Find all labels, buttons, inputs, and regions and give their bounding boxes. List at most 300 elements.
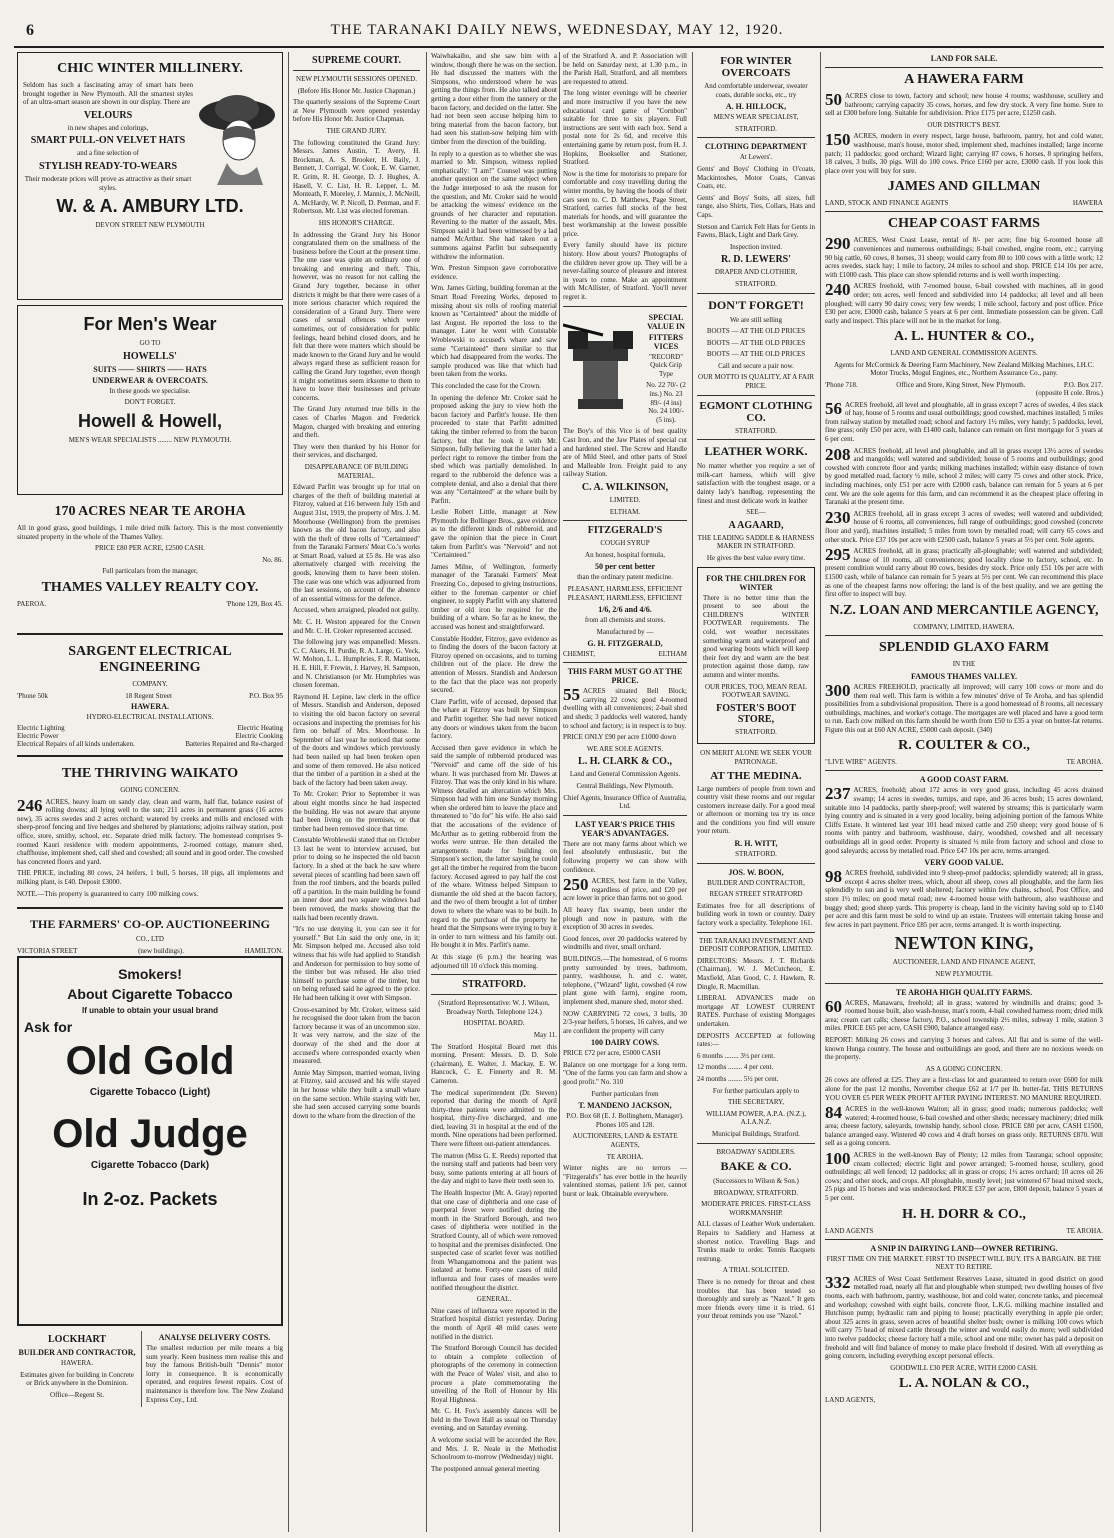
advert-note: NOTE.—This property is guaranteed to carry 100 milking cows. — [17, 889, 199, 898]
divider — [563, 662, 687, 663]
waikato-advert — [17, 762, 283, 902]
advert-firm: L. H. CLARK & CO., — [578, 756, 672, 768]
advert-line: DRAPER AND CLOTHIER, — [714, 268, 798, 277]
article-paragraph: Mr. C. H. Fox's assembly dances will be held in the Town Hall as usual on Thursday evening, and on Saturday evening. — [431, 1407, 557, 1433]
advert-heading: A HAWERA FARM — [904, 72, 1024, 87]
article-paragraph: The Health Inspector (Mr. A. Gray) reported that one case of diphtheria and one case of puerperal fever were notified during the month in the Stratford Borough, and two cases of diphtheria were notified in the Stratford County, all of which were removed to hospital and the premises disinfected. One suspected case of scarlet fever was notified from Whangamomona and the patient was isolated at home. Forty-one cases of mild influenza and four cases of measles were notified throughout the district. — [431, 1189, 557, 1292]
advert-paragraph: Stetson and Carrick Felt Hats for Gents in Fawns, Black, Light and Dark Grey. — [697, 222, 815, 240]
advert-heading: CHIC WINTER MILLINERY. — [57, 61, 243, 76]
aroha-advert — [17, 500, 283, 628]
acreage-number: 98 — [825, 867, 842, 887]
divider — [431, 974, 557, 975]
advert-town: NEW PLYMOUTH. — [935, 969, 993, 978]
advert-heading: Smokers! — [118, 966, 182, 982]
service-item: Electric Cooking — [235, 732, 283, 741]
divider — [17, 907, 283, 909]
advert-paragraph: 26 cows are offered at £25. They are a first-class lot and guaranteed to return over £600 for milk alone for the past 12 months, November cheque £62 at 1/7 per lb. butter-fat. THIS RETURNS YOU OVER £5 PER WEEK PROFIT AFTER PAYING INTEREST. NO MANURE REQUIRED. — [825, 1076, 1103, 1102]
divider — [825, 1239, 1103, 1240]
advert-line: LAND AGENTS — [825, 1226, 874, 1235]
advert-body: ACRES, best farm in the Valley, regardless of price, and £20 per acre lower in price than farms not so good. — [563, 877, 687, 903]
advert-paragraph: Winter nights are no terrors — "Fitzgerald's" has ever bottle in the heavily valentined stomas, patient 1/6 per, cannot burst or leak. Obtainable everywhere. — [563, 1164, 687, 1198]
article-heading: SUPREME COURT. — [312, 55, 401, 66]
article-paragraph: The matron (Miss G. E. Reeds) reported that the nursing staff and patients had been very busy, some patients entering at all hours of the day and night to have their teeth seen to. — [431, 1151, 557, 1186]
advert-town: STRATFORD. — [735, 850, 777, 859]
advert-price: 1/6, 2/6 and 4/6. — [598, 605, 652, 615]
acreage-number: 55 — [563, 685, 580, 705]
advert-line: MEN'S WEAR SPECIALIST, — [713, 113, 799, 122]
divider — [825, 67, 1103, 68]
brand-name: Old Judge — [52, 1112, 248, 1156]
advert-line: Land and General Commission Agents. — [569, 770, 681, 779]
article-line: (Before His Honor Mr. Justice Chapman.) — [297, 86, 416, 95]
hawera-farm-advert — [825, 72, 1103, 207]
article-subheading: NEW PLYMOUTH SESSIONS OPENED. — [296, 75, 417, 83]
newspaper-title: THE TARANAKI DAILY NEWS, WEDNESDAY, MAY 12, 1920. — [330, 22, 784, 38]
article-paragraph: James Milne, of Wellington, formerly manager of the Taranaki Farmers' Meat Freezing Co., deposed to giving instructions, either to the foreman carpenter or chief engineer, to supply Parfitt with any shattered timber or old iron he required for the building of a whare. So far as he knew, the accused was honest and straightforward. — [431, 562, 557, 631]
article-paragraph: Raymond H. Lepine, law clerk in the office of Messrs. Standish and Anderson, deposed to visiting the old bacon factory on several occasions and inspecting the premises for his firm on behalf of Mrs. Moorhouse. In September of last year he noticed that some of the doors and windows which previously had been nailed up had been broken open and some of them removed. He also noticed that the timber of a partition in a shed at the back of the factory had been taken away. — [293, 692, 420, 787]
advert-line: COMPANY. — [132, 680, 168, 688]
divider — [697, 395, 815, 396]
advert-paragraph: NOW CARRYING 72 cows, 3 bulls, 30 2/3-year heifers, 5 horses, 16 calves, and we are confident the property will carry — [563, 1009, 687, 1035]
article-paragraph: of the Stratford A. and P. Association will be held on Saturday next, at 1.30 p.m., in the Parish Hall, Stratford, and all members are requested to attend. — [563, 52, 687, 86]
advert-line: THE LEADING SADDLE & HARNESS MAKER IN STRATFORD. — [697, 533, 815, 551]
advert-price: PRICE ONLY £90 per acre £1000 down — [563, 733, 676, 742]
advert-box: P.O. Box 217. — [1063, 381, 1103, 390]
advert-line: DON'T FORGET. — [124, 398, 176, 407]
article-paragraph: The quarterly sessions of the Supreme Court at New Plymouth were opened yesterday before His Honor Mr. Justice Chapman. — [293, 98, 420, 124]
advert-line: BOOTS — AT THE OLD PRICES — [706, 327, 806, 336]
vice-illustration — [563, 311, 643, 421]
advert-price: THE PRICE, including 80 cows, 24 heifers, 1 bull, 5 horses, 18 pigs, all implements and milking plant, is £40. Deposit £3000. — [17, 869, 283, 886]
advert-firm: T. MANDENO JACKSON, — [578, 1101, 672, 1111]
boots-advert — [697, 298, 815, 391]
advert-subheading: OUR DISTRICT'S BEST. — [927, 120, 1001, 129]
advert-line: He gives the best value every time. — [706, 554, 806, 562]
advert-line: Call and secure a pair now. — [718, 361, 794, 370]
divider — [697, 137, 815, 138]
divider — [825, 211, 1103, 212]
article-paragraph: To Mr. Croker: Prior to September it was about eight months since he had inspected the building. He was not aware that anyone had been living on the premises, or that timber had been removed since that time. — [293, 790, 420, 833]
advert-intro: There are not many farms about which we feel absolutely enthusiastic, but the following property we can show with confidence. — [563, 839, 687, 874]
article-subheading: HIS HONOR'S CHARGE. — [318, 218, 395, 227]
advert-heading: TE AROHA HIGH QUALITY FARMS. — [895, 987, 1033, 997]
advert-price: PRICE £80 PER ACRE, £2500 CASH. — [95, 544, 205, 553]
advert-line: COMPANY, LIMITED, HAWERA. — [913, 622, 1015, 631]
advert-body: ACRES freehold, subdivided into 9 sheep-proof paddocks; splendidly watered; all in grass, except 4 acres shelter trees, which, about all sheep, cows all ploughable, and the farm lies splendidly to sun and is very well sheltered; factory within few chains, school, Post Office, and store 1½ miles; on good metal road; new 4-roomed house with bathroom, also washhouse and buggy shed; good sheep yards. This property is cheap, land in the vicinity having sold up to £140 per acre and this farm must be sold to wind up an estate. Trustees will entertain taking house and few acres in part payment. Price £85 per acre, terms arranged. It is worth inspecting. — [825, 869, 1103, 929]
advert-town: STRATFORD. — [735, 124, 777, 133]
acreage-number: 230 — [825, 507, 851, 527]
advert-body: ACRES, freehold; about 172 acres in very good grass, including 45 acres drained swamp; 14 acres in swedes, turnips, and rape, and 36 acres bush; 15 acres downland, suitable into 14 paddocks, partly sheep-proof; well watered by streams; this is particularly warm lying country and is situated in a very good locality, being adjoining portion of the famous White Cliffs Estate. It wintered last year 101 head mixed cattle and 250 sheep; very good house of 6 rooms with pantry and bathroom, washhouse, dairy, woodshed, cowshed and all necessary outbuildings all in good order. Property is situated ½ mile from factory and school and close to good saleyards; access by metalled road. Price £47 10s per acre, terms arranged. — [825, 786, 1103, 855]
advert-body: ACRES situated Bell Block; carrying 22 cows; good 4-roomed dwelling with all conveniences; 2-bail shed and sheds; 3 paddocks well watered, handy to school and factory; is in respect is to buy. — [563, 687, 687, 730]
advert-sizes: No. 22 70/- (2 ins.) No. 23 89/- (4 ins) No. 24 100/- (5 ins). — [646, 381, 686, 424]
advert-line: CO., LTD — [136, 935, 164, 943]
advert-firm: JAMES AND GILLMAN — [887, 179, 1041, 195]
advert-paragraph: DIRECTORS: Messrs. J. T. Richards (Chairman), W. J. McCutcheon, E. Maxfield, Alan Good, C. J. Hawken, R. Dingle, R. Macmillan. — [697, 956, 815, 991]
advert-town: TE AROHA. — [1066, 1226, 1103, 1235]
article-paragraph: The Stratford Hospital Board met this morning. Present: Messrs. D. D. Sole (chairman), E. Walter, J. Mackay, E. W. Hancock, C. E. Finnerty and R. M. Cameron. — [431, 1042, 557, 1085]
acreage-number: 50 — [825, 90, 842, 109]
article-paragraph: Mr. C. H. Weston appeared for the Crown and Mr. C. H. Croker represented accused. — [293, 618, 420, 635]
advert-paragraph: Good fences, over 20 paddocks watered by windmills and river, small orchard. — [563, 934, 687, 952]
advert-body: ACRES, Manawaru, freehold; all in grass; watered by windmills and drains; good 3-roomed house built, also wash-house, man's room, 4-bail cowshed harness room; dried milk area; cream cart calls; cheese factory, P.O., school township 2½ miles, subway 1 mile, station 3 miles. PRICE £65 per acre, CASH £900, balance arranged easy. — [825, 998, 1103, 1033]
advert-town: PAEROA. — [17, 599, 47, 608]
advert-paragraph: All heavy flax swamp, been under the plough and now in pasture, with the exception of 30 acres in swedes. — [563, 905, 687, 932]
acreage-number: 237 — [825, 784, 851, 804]
article-paragraph: Annie May Simpson, married woman, living at Fitzroy, said accused and his wife stayed in her house while they built a small whare on the same section. While staying with her, she had seen accused carrying some boards down to the whare from the direction of the — [293, 1068, 420, 1120]
advert-line: in new shapes and colorings, — [67, 123, 149, 132]
advert-number: (340) — [977, 725, 993, 734]
advert-heading: A SNIP IN DAIRYING LAND—OWNER RETIRING. — [870, 1243, 1058, 1253]
rate-row: 6 months ........ 3½ per cent. — [697, 1051, 775, 1060]
service-item: Electric Power — [17, 732, 59, 741]
news-subcolumn — [431, 52, 557, 1532]
article-paragraph: The Stratford Borough Council has decided to obtain a complete collection of photographs of the ceremony in connection with the Peace of Wales' visit, and also to procure a plate commemorating the unveiling of the Roll of Honour by His Royal Highness. — [431, 1344, 557, 1404]
advert-body: ACRES close to town, factory and school; new house 4 rooms; washhouse, scullery and bathroom; carrying capacity 35 cows, horses, and few dry stock. A very fine home. Sure to sell at £300 before long. Suitable for subdivision. Price £175 per acre, £1250 cash. — [825, 92, 1103, 118]
fitzgerald-advert — [563, 525, 687, 658]
article-paragraph: They were then thanked by his Honor for their services, and discharged. — [293, 442, 420, 460]
advert-line: In 2-oz. Packets — [82, 1189, 218, 1209]
article-paragraph: Accused then gave evidence in which he said the sample of rubberoid produced was "Nervoid" and came off the side of his whare. It was purchased from Mr. Dawes at Fitzroy. That was the only kind in his whare. Witness detailed an altercation which Mrs. Simpson had with him one Sunday morning when she ordered him to leave the place and threatened to "do for" his wife. He also said that the accusations of the evidence of McArthur as to getting rubberoid from the works were untrue. He then detailed the arrangements made for building on Simpson's section, the latter saying he could get all the timber he required from the bacon factory. Accused agreed to pay half the cost of the whare. Witness helped Simpson to dismantle the old shed at the bacon factory, and the two of them brought a lot of timber down to where the whare was to be built. In regard to the purchase of the property he heard that the Simpsons were trying to buy it in order to turn witness and his family out. He bought it in Mrs. Parfitt's name. — [431, 743, 557, 950]
advert-line: 100 DAIRY COWS. — [590, 1038, 660, 1048]
advert-body: ACRES freehold, all in grass except 3 acres of swedes; well watered and subdivided; house of 6 rooms, all conveniences, full range of outbuildings; good cowshed (concrete floor and yard), machines installed; 5 miles from town by metalled road; will carry 65 cows and other stock. Price £37 10s per acre with £2500 cash, balance 5 years at 5½ per cent. Sole agents. — [825, 509, 1103, 544]
egmont-advert — [697, 400, 815, 436]
advert-line: from all chemists and stores. — [584, 616, 666, 625]
advert-line: In these goods we specialise. — [109, 386, 191, 395]
advert-line: WILLIAM POWER, A.P.A. (N.Z.), A.I.A.N.Z. — [706, 1109, 806, 1127]
advert-town: HAWERA. — [130, 701, 169, 711]
advert-body: And comfortable underwear, sweater coats, durable socks, etc., try — [704, 82, 808, 99]
advert-line: STYLISH READY-TO-WEARS — [38, 160, 178, 172]
advert-phone: 'Phone 129, Box 45. — [226, 599, 283, 608]
service-item: Batteries Repaired and Re-charged — [185, 740, 283, 749]
article-line: (Stratford Representative: W. J. Wilson, Broadway North. Telephone 124.) — [438, 999, 550, 1016]
advert-heading: EGMONT CLOTHING CO. — [699, 399, 813, 424]
advert-line: HYDRO-ELECTRICAL INSTALLATIONS. — [86, 712, 214, 721]
advert-body: No matter whether you require a set of milk-cart harness, which will give satisfaction with the toughest usage, or a dainty lady's handbag, representing the finest and most delicate work in leather — [697, 462, 815, 505]
divider — [431, 994, 557, 995]
article-paragraph: Constable Hodder, Fitzroy, gave evidence as to finding the doors of the bacon factory at Fitzroy opened on occasions, and to turning children out of the place. He drew the attention of Messrs. Standish and Anderson to the fact that the place was not properly secured. — [431, 634, 557, 695]
advert-line: "LIVE WIRE" AGENTS. — [825, 758, 897, 767]
advert-line: BUILDER AND CONTRACTOR, — [707, 878, 805, 887]
advert-line: OUR MOTTO IS QUALITY, AT A FAIR PRICE. — [698, 373, 814, 391]
advert-body: ACRES freehold, all in grass; practically all-ploughable; well watered and subdivided; house of 10 rooms, all conveniences; good locality close to factory, school, etc. In present condition would carry about 80 cows, besides dry stock. Price only £51 10s per acre with £1500 cash, while of balance can remain for 5 years at 5½ per cent. We can recommend this place as one of the cheapest farms now offering; the land is of the best quality, and we are getting the first offer to inspect will buy. — [825, 547, 1103, 599]
divider — [697, 293, 815, 294]
advert-town: ELTHAM. — [609, 507, 641, 516]
advert-heading: N.Z. LOAN AND MERCANTILE AGENCY, — [829, 602, 1099, 618]
advert-firm: W. & A. AMBURY LTD. — [56, 196, 244, 217]
advert-line: GO TO — [139, 339, 161, 347]
article-subheading: DISAPPEARANCE OF BUILDING MATERIAL. — [304, 462, 409, 480]
advert-body: ACRES in the well-known Waiton; all in grass; good roads; numerous paddocks; well watered; 4-roomed house, 6-bail cowshed and other sheds; necessary machinery; dried milk area; cheese factory, saleyards, township handy, school close. PRICE £80 per acre, CASH £1500, balance arranged easy. Wintered 40 cows and 4 draft horses on grass only. RETURNS £870. Will sell as a going concern. — [825, 1105, 1103, 1148]
advert-town: HAWERA. — [61, 1359, 93, 1367]
advert-address: DEVON STREET NEW PLYMOUTH — [95, 221, 205, 230]
rate-row: 24 months ........ 5½ per cent. — [697, 1074, 779, 1083]
advert-line: SUITS —— SHIRTS —— HATS — [93, 364, 207, 374]
article-paragraph: The long winter evenings will be cheerier and more instructive if you have the new educational card game of "Cornbon" suitable for three to six players. Full instructions are sent with each box. Send a postal note for 2s 6d, and receive this entertaining game by return post, from H. J. Hopkins, Bookseller and Stationer, Stratford. — [563, 89, 687, 167]
advert-line: (Successors to Wilson & Son.) — [713, 1177, 799, 1186]
advert-body: ACRES freehold, with 7-roomed house, 6-bail cowshed with machines, all in good order; ten acres, well fenced and subdivided into 14 paddocks; all level and all been ploughed; will carry 90 dairy cows; very few weeds; 1 mile school, factory and post office. Price £30 per acre, £3000 cash, balance 5 years at 6 per cent. Immediate possession can be given. Call early and inspect. This place will not be in the market for long. — [825, 282, 1103, 325]
column-divider — [288, 52, 289, 1532]
good-coast-advert — [825, 775, 1103, 978]
divider — [697, 932, 815, 933]
advert-paragraph: DEPOSITS ACCEPTED at following rates:— — [697, 1031, 815, 1049]
section-heading: STRATFORD. — [462, 979, 526, 991]
advert-heading: A GOOD COAST FARM. — [919, 775, 1009, 785]
advert-line: SEE— — [746, 508, 766, 517]
advert-subheading: GOING CONCERN. — [120, 786, 180, 794]
snip-advert — [825, 1244, 1103, 1405]
masthead — [0, 0, 1114, 46]
boon-advert — [697, 868, 815, 928]
advert-firm: LOCKHART — [48, 1334, 106, 1345]
advert-line: About Cigarette Tobacco — [67, 986, 233, 1002]
advert-office: Office—Regent St. — [50, 1390, 104, 1399]
article-paragraph: A welcome social will be accorded the Rev. and Mrs. J. R. Neale in the Methodist Schoolroom to-morrow (Wednesday) night. — [431, 1436, 557, 1462]
advert-line: At Lewers'. — [739, 153, 773, 162]
advert-box: P.O. Box 95 — [249, 691, 283, 700]
article-paragraph: "It's no use denying it, you can see it for yourself." But Lin said the only one, in it; Mr. Simpson helped me. Accused also told witness that his wife had applied to Standish and Anderson for permission to buy some of the timber but was refused. He also tried himself to purchase some of the timber, but on being refused said he agreed to the price. He had been talking it over with Simpson. — [293, 925, 420, 1002]
investment-advert — [697, 937, 815, 1139]
column-divider — [820, 52, 821, 1532]
advert-body: ACRES freehold, all level and ploughable, and all in grass except 13½ acres of swedes and mangolds; well watered and subdivided; house of 5 rooms and outbuildings; good cowshed with concrete floor and yards; milking machines installed; within easy distance of town by good metalled road, factory ½ mile, school 2 miles; will carry 75 cows and other stock. Price, including machines, only £51 per acre with £2000 cash, balance can remain for 5 years at 6 per cent. We are the sole agents for this farm, and can recommend it as the cheapest place offering in Taranaki at the present time. — [825, 446, 1103, 507]
service-item: Electric Heating — [237, 724, 283, 733]
advert-town: STRATFORD. — [735, 279, 777, 288]
advert-firm: BAKE & CO. — [720, 1159, 792, 1174]
advert-heading: CHEAP COAST FARMS — [888, 216, 1040, 232]
advert-firm: R. D. LEWERS' — [720, 254, 791, 266]
aagaard-advert — [697, 444, 815, 562]
acreage-number: 60 — [825, 996, 842, 1016]
advert-line: ON MERIT ALONE WE SEEK YOUR PATRONAGE. — [700, 749, 812, 766]
advert-line: VELOURS — [83, 109, 133, 121]
brand-name: Old Gold — [65, 1039, 235, 1083]
advert-firm: H. H. DORR & CO., — [902, 1206, 1026, 1222]
article-dateline: May 11. — [533, 1030, 557, 1039]
divider — [17, 633, 283, 635]
column-divider — [692, 52, 693, 1532]
advert-phone: 'Phone 50k — [17, 691, 49, 700]
coast-farms-advert — [825, 216, 1103, 598]
lockhart-advert — [17, 1331, 137, 1407]
advert-firm: A. H. HILLOCK, — [725, 102, 787, 112]
advert-heading: AT THE MEDINA. — [710, 769, 802, 782]
advert-body: Estimates free for all descriptions of building work in town or country. Dairy factory work a speciality. Telephone 161. — [697, 901, 815, 928]
advert-body: ACRES, West Coast Lease, rental of 8/- per acre; fine big 6-roomed house all conveniences and numerous outbuildings; 8-bail cowshed, engine room, etc.; carrying 90 big cattle, 60 cows, 8 horses, 31 sheep; would carry from 80 to 100 cows with a little work; 12 acres swedes, stack hay; 1 mile to factory, 24 miles to school and shop. PRICE £14 10s per acre, with £1000 cash. This place can show splendid returns and is well worth inspecting. — [825, 236, 1103, 279]
advert-line: BROADWAY, STRATFORD. — [713, 1188, 799, 1197]
advert-line: MODERATE PRICES. FIRST-CLASS WORKMANSHIP. — [701, 1200, 811, 1217]
advert-footer: MEN'S WEAR SPECIALISTS ........ NEW PLYMOUTH. — [68, 435, 232, 444]
lewers-advert — [697, 142, 815, 288]
advert-line: LAND AGENTS, — [825, 1396, 876, 1405]
hillock-advert — [697, 55, 815, 133]
advert-line: BOOTS — AT THE OLD PRICES — [706, 350, 806, 359]
divider — [563, 306, 687, 307]
advert-paragraph: Gents' and Boys' Suits, all sizes, full range, also Shirts, Ties, Collars, Hats and Caps. — [697, 193, 815, 219]
advert-line: FAMOUS THAMES VALLEY. — [910, 671, 1018, 681]
advert-heading: THE THRIVING WAIKATO — [61, 766, 239, 781]
column-divider — [426, 52, 427, 1532]
advert-heading: ANALYSE DELIVERY COSTS. — [158, 1333, 271, 1342]
article-subheading: HOSPITAL BOARD. — [463, 1019, 525, 1028]
acreage-number: 332 — [825, 1272, 851, 1292]
article-paragraph: Accused, when arraigned, pleaded not guilty. — [293, 606, 420, 615]
article-paragraph: Edward Parfitt was brought up for trial on charges of the theft of building material at Fitzroy, valued at £16 between July 15th and August 31st, 1919, the property of Mrs. J. M. Moorhouse (Wellington) from the premises known as the old bacon factory, and also with the theft of three rolls of "Certainteed" from the Taranaki Farmers' Meat Co.'s works at Smart Road, valued at £5 8s. He was also alternatively charged with receiving the goods, knowing them to have been stolen. The case was one which was adjourned from the last sessions, on account of the absence of an essential witness for the defence. — [293, 483, 420, 603]
advert-body: The smallest reduction per mile means a big sum yearly. Keen business men realise this and buy the famous British-built "Dennis" motor lorry in consequence. It is economically operated, and requires fewest repairs. Cost of maintenance is therefore low. The New Zealand Express Coy., Ltd. — [146, 1344, 283, 1404]
nzloan-advert — [825, 603, 1103, 632]
advert-line: OUR PRICES, TOO, MEAN REAL FOOTWEAR SAVING. — [704, 682, 808, 700]
service-item: Electric Lighting — [17, 724, 65, 733]
divider — [563, 815, 687, 816]
advert-paragraph: LIBERAL ADVANCES made on mortgage AT LOWEST CURRENT RATES. Purchase of existing Mortgages undertaken. — [697, 994, 815, 1028]
advert-town: HAMILTON. — [244, 946, 283, 955]
article-paragraph: Every family should have its picture history. How about yours? Photographs of the children never grow up. They will be a never-failing source of pleasure and interest in years to come. Make an appointment with McAllister, of Stratford. You'll never regret it. — [563, 241, 687, 302]
advert-paragraph: Balance on one mortgage for a long term. "One of the farms you can farm and show a good profit." No. 310 — [563, 1060, 687, 1087]
advert-line: Agents for McCormick & Deering Farm Machinery, New Zealand Milking Machines, I.H.C. Motor Trucks, Mogul Engines, etc., Northern Assurance Co., pany. — [833, 360, 1095, 378]
advert-line: BUILDER AND CONTRACTOR, — [18, 1348, 136, 1357]
advert-paragraph: There is no remedy for throat and chest troubles that has been tested so thoroughly and surely as "Nazol." It gets more friends every time it is tried. 61 your throat reminds you use "Nazol." — [697, 1278, 815, 1321]
advert-line: (new buildings). — [138, 946, 184, 955]
advert-line: AUCTIONEERS, LAND & ESTATE AGENTS, — [572, 1132, 678, 1150]
advert-line: Further particulars from — [591, 1089, 659, 1098]
advert-line: UNDERWEAR & OVERCOATS. — [92, 375, 208, 385]
advert-paragraph: BUILDINGS.—The homestead, of 6 rooms pretty surrounded by trees, bathroom, pantry, washhouse, h. and c. water, telephone, ("Wizard" light, cowshed (4 row plant gone with farm), engine room, implement shed, manure shed, motor shed. — [563, 954, 687, 1006]
article-paragraph: The following constituted the Grand Jury: Messrs. James Austin, T. Avery, H. Brockman, A. S. Brooker, H. Baily, J. Bennett, J. Corrigal, W. Cook, E. W. Garner, R. Grim, R. H. George, D. J. Hughes, A. Hasell, V. C. List, H. R. Lepper, L. M. Monteath, F. Moreley, J. Mannix, J. McNeill, A. McHardy, W. P. Nicoll, D. Penman, and F. Robertson. Mr. List was elected foreman. — [293, 138, 420, 216]
clark-advert — [563, 667, 687, 811]
advert-line: AS A GOING CONCERN. — [925, 1064, 1003, 1073]
advert-heading: CLOTHING DEPARTMENT — [704, 142, 808, 152]
advert-firm: C. A. WILKINSON, — [581, 481, 669, 493]
column-2 — [290, 52, 423, 1532]
acreage-number: 300 — [825, 680, 851, 700]
advert-line: SMART PULL-ON VELVET HATS — [30, 135, 186, 147]
howell-advert — [17, 305, 283, 495]
article-paragraph: Clare Parfitt, wife of accused, deposed that the whare at Fitzroy was built by Simpson and Parfitt together. She had never noticed any doors or windows taken from the bacon factory. — [431, 697, 557, 741]
advert-heading: THIS FARM MUST GO AT THE PRICE. — [567, 667, 683, 686]
advert-firm: JOS. W. BOON, — [728, 867, 784, 877]
divider — [825, 635, 1103, 636]
acreage-number: 56 — [825, 398, 842, 418]
advert-town: STRATFORD. — [735, 727, 777, 736]
advert-line: LIMITED. — [609, 495, 641, 504]
article-paragraph: Leslie Robert Little, manager at New Plymouth for Bollinger Bros., gave evidence as to the different kinds of rubberoid, and gave the opinion that the piece in Court taken from Parfitt's was "Nervoid" and not "Certainteed." — [431, 508, 557, 560]
medina-advert — [697, 749, 815, 858]
article-paragraph: The Grand Jury returned true bills in the cases of Charles Magon and Frederick Magon, charged with breaking and entering and theft. — [293, 405, 420, 440]
advert-line: For further particulars apply to — [712, 1086, 800, 1095]
advert-line: (opposite H cole. Bros.) — [1035, 389, 1103, 398]
advert-heading: LAST YEAR'S PRICE THIS YEAR'S ADVANTAGES. — [575, 819, 675, 838]
advert-body: ACRES freehold, all level and ploughable, all in grass except 7 acres of swedes, 4 iles stack of hay, house of 5 rooms and usual outbuildings; good cowshed, machines installed; 5 miles from railway station by metalled road; school and factory 1½ miles, very handy; 5 paddocks, level, fine grass; only £50 per acre, with £1400 cash, balance can remain on first mortgage for 5 years at 6 per cent. — [825, 400, 1103, 444]
article-paragraph: Wm. James Girling, building foreman at the Smart Road Freezing Works, deposed to missing about six rolls of roofing material known as "Certainteed" about the middle of last August. He reported the loss to the manager. Later he went with Constable Wroblewski to accused's whare and saw some "Certainteed" there similar to that which had disappeared from the works. The sample produced was like that which had been taken from the works. — [431, 284, 557, 379]
advert-line: Full particulars from the manager, — [102, 567, 198, 576]
acreage-number: 150 — [825, 130, 851, 150]
article-paragraph: In reply to a question as to whether she was married to Mr. Simpson, witness replied emphatically: "I am!" Counsel was putting another question on the same subject when the Judge interposed to ask the reason for the question, and Mr. Croker said he would be attacking the witness' evidence on the grounds of her character and reputation. Reverting to the matter of the assault, Mrs. Simpson said it had been witnessed by a lad named McArthur. She had taken out a summons against Parfitt but subsequently withdrew the information. — [431, 149, 557, 261]
advert-body: ACRES FREEHOLD, practically all improved; will carry 100 cows or more and do them real well. This farm is within a few minutes' drive of Te Aroha, and has splendid possibilities from a subdivisional proposition. There is a good homestead of 8 rooms, all necessary outbuildings, machines, and worker's cottage. The mortgages are well placed and have a good term to run. Each cow milked on this farm should be worth from £50 to £35 a year on butter-fat returns. Figure this out at £60 AN ACRE, £5000 cash deposit. — [825, 682, 1103, 734]
advert-heading: FOR THE CHILDREN FOR WINTER — [706, 573, 806, 592]
column-5 — [822, 52, 1106, 1532]
advert-heading: THE FARMERS' CO-OP. AUCTIONEERING — [29, 917, 271, 931]
article-paragraph: Wm. Preston Simpson gave corroborative evidence. — [431, 264, 557, 281]
bottom-adverts — [17, 1331, 283, 1407]
advert-line: Ask for — [24, 1019, 73, 1035]
section-label: LAND FOR SALE. — [930, 54, 998, 63]
column-1 — [14, 52, 286, 1532]
advert-line: BOOTS — AT THE OLD PRICES — [706, 338, 806, 347]
advert-line: A TRIAL SOLICITED. — [722, 1266, 790, 1275]
acreage-number: 295 — [825, 545, 851, 565]
advert-town: HAWERA — [1072, 199, 1103, 208]
article-paragraph: In opening the defence Mr. Croker said he proposed asking the jury to view both the bacon factory and Parfitt's house. He then proceeded to state that Parfitt admitted taking the timber referred to from the bacon factory, but that he took it with Mr. Simpson, fully believing that the latter had a perfect right to remove the timber from the shed which was partially demolished. In regard to the rubberoid the defence was a complete denial, and also a denial that there was any "Certainteed" at the whare built by Parfitt. — [431, 393, 557, 505]
advert-line: Manufactured by — — [596, 627, 654, 636]
service-item: Electrical Repairs of all kinds undertaken. — [17, 740, 135, 749]
divider — [825, 770, 1103, 771]
advert-line: PLEASANT, HARMLESS, EFFICIENT PLEASANT, HARMLESS, EFFICIENT — [567, 584, 683, 602]
acreage-number: 246 — [17, 795, 43, 815]
advert-line: COUGH SYRUP — [600, 539, 650, 548]
advert-firm: A AGAARD, — [728, 519, 784, 531]
advert-line: and a fine selection of — [77, 149, 139, 158]
advert-line: P.O. Box 68 (E. J. Bollinghem, Manager). Phones 105 and 128. — [566, 1112, 684, 1129]
ambury-advert — [17, 52, 283, 300]
advert-line: GOODWILL £30 PER ACRE, WITH £2000 CASH. — [890, 1363, 1038, 1372]
advert-line: than the ordinary patent medicine. — [577, 573, 673, 582]
advert-firm: R. COULTER & CO., — [898, 738, 1030, 754]
advert-line: BROADWAY SADDLERS. — [716, 1147, 796, 1156]
advert-line: REGAN STREET STRATFORD — [709, 890, 803, 899]
advert-heading: 170 ACRES NEAR TE AROHA — [54, 504, 246, 519]
advert-town: TE AROHA. — [606, 1152, 644, 1161]
advert-body: ACRES in the well-known Bay of Plenty; 12 miles from Tauranga; school opposite; cream collected; electric light and power arranged; 5-roomed house, scullery, good outbuildings; all well fenced; 12 paddocks; all in grass or crops; 1½ acres orchard; 10 acres oil 26 cows; and other stock, and crops. All ploughable, mostly level; just wintered 67 head mixed stock, 25 pigs and 15 horses and was understocked. PRICE £37 per acre, £800 deposit, balance 5 years at 5 per cent. — [825, 1151, 1103, 1203]
advert-line: SPECIAL VALUE IN — [647, 312, 685, 331]
advert-body: Large numbers of people from town and country visit these rooms and our regular customers increase daily. For a good meal or afternoon or morning tea try us once and the conditions you find will ensure your return. — [697, 784, 815, 836]
advert-heading: DON'T FORGET! — [708, 297, 804, 312]
masthead-rule — [14, 46, 1104, 48]
acreage-number: 84 — [825, 1103, 842, 1123]
brand-subtitle: Cigarette Tobacco (Light) — [89, 1087, 211, 1098]
jackson-advert — [563, 820, 687, 1199]
divider — [17, 755, 283, 757]
advert-line: HOWELLS' — [123, 350, 177, 362]
article-paragraph: Cross-examined by Mr. Croker, witness said he recognised the door taken from the bacon factory because it was of an uncommon size. It was very narrow, and the size of the doorway of the shed and the door at accused's where corresponded exactly when measured. — [293, 1005, 420, 1066]
page-number: 6 — [26, 22, 34, 39]
analyse-advert — [141, 1331, 283, 1407]
advert-body: Estimates given for building in Concrete or Brick anywhere in the Dominion. — [20, 1370, 134, 1388]
advert-line: AUCTIONEER, LAND AND FINANCE AGENT, — [892, 958, 1036, 967]
advert-body: ALL classes of Leather Work undertaken. Repairs to Saddlery and Harness at shortest notice. Travelling Bags and Trunks made to order. Tennis Racquets restrung. — [697, 1220, 815, 1263]
advert-firm: L. A. NOLAN & CO., — [899, 1376, 1029, 1392]
article-paragraph: In addressing the Grand Jury his Honor congratulated them on the smallness of the business before the Court at the present time. The one case was quite an ordinary one of breaking and entering and theft. This, however, was no reason for not calling the Grand Jury together, because in other districts it might be that there were cases of a more serious character which required the consideration of a Grand Jury. There were cases of sexual offences which were sometimes, out of consideration for public feelings, heard behind closed doors, and he felt that there were matters which should be made known to the Grand Jury and he would always regard these as sufficient reason for calling the Grand Jury together, even though it might sometimes seem irksome to them to have to leave their businesses and private concerns. — [293, 230, 420, 402]
advert-body: All in good grass, good buildings, 1 mile dried milk factory. This is the most conveniently situated property in the whole of the Thames Valley. — [17, 524, 283, 541]
lady-hat-illustration — [197, 85, 277, 185]
advert-line: LAND, STOCK AND FINANCE AGENTS — [825, 199, 949, 208]
advert-number: No. 86. — [262, 555, 283, 564]
column-3 — [428, 52, 690, 1532]
advert-paragraph: REPORT: Milking 26 cows and carrying 3 horses and calves. All flat and is some of the well-known Hunga country. The house and outbuildings are good, and there are no noxious weeds on the property. — [825, 1035, 1103, 1062]
vice-advert — [563, 311, 687, 517]
article-paragraph: The postponed annual general meeting — [431, 1464, 540, 1473]
advert-body: ACRES of West Coast Settlement Reserves Lease, situated in good district on good metalled road, nearly all flat and ploughable when stumped; two dwelling houses of five rooms, each with bathroom, pantry, washhouse, hot and cold water, concrete tanks, and piecemeal and workshop; cowshed with eight bails, concrete floor, L.K.G. milking machine installed and Hutchison pump; hydraulic ram and piping to house; practically everything in apple pie order; about 325 acres in grass, seven acres of beautiful shelter bush; owner is milking 100 cows which will carry 75 head of mixed cattle through the winter and would easily do more; well subdivided into twelve paddocks; cheese factory half a mile, school and one mile; owner has paid a deposit on freehold and will find balance of money to make place freehold if desired. With all everything as going concern, including everything except personal effects. — [825, 1274, 1103, 1361]
advert-street: 18 Regent Street — [125, 691, 172, 700]
article-paragraph: Waiwhakaiho, and she saw him with a window, though there he was on the section. He had discussed the matters with the Simpsons, who understood where he was getting the things from. He also talked about getting a door either from the tannery or the bacon factory, and decided on the latter. She had not been seen accuse helping him to bring material from the bacon factory, but had seen his station-sow helping him with timber from the direction of the building. — [431, 52, 557, 146]
acreage-number: 250 — [563, 875, 589, 895]
divider — [563, 520, 687, 521]
advert-town: TE AROHA. — [1066, 758, 1103, 767]
advert-body: Seldom has such a fascinating array of smart hats been brought together in New Plymouth. All the smartest styles of an ultra-smart season are shown in our display. There are — [23, 81, 193, 107]
advert-line: Municipal Buildings, Stratford. — [712, 1129, 800, 1138]
advert-heading: THE TARANAKI INVESTMENT AND DEPOSIT CORPORATION, LIMITED. — [698, 936, 814, 954]
news-subcolumn — [559, 52, 687, 1532]
advert-firm: NEWTON KING, — [894, 933, 1034, 954]
advert-line: Chief Agents, Insurance Office of Australia, Ltd. — [563, 793, 687, 811]
